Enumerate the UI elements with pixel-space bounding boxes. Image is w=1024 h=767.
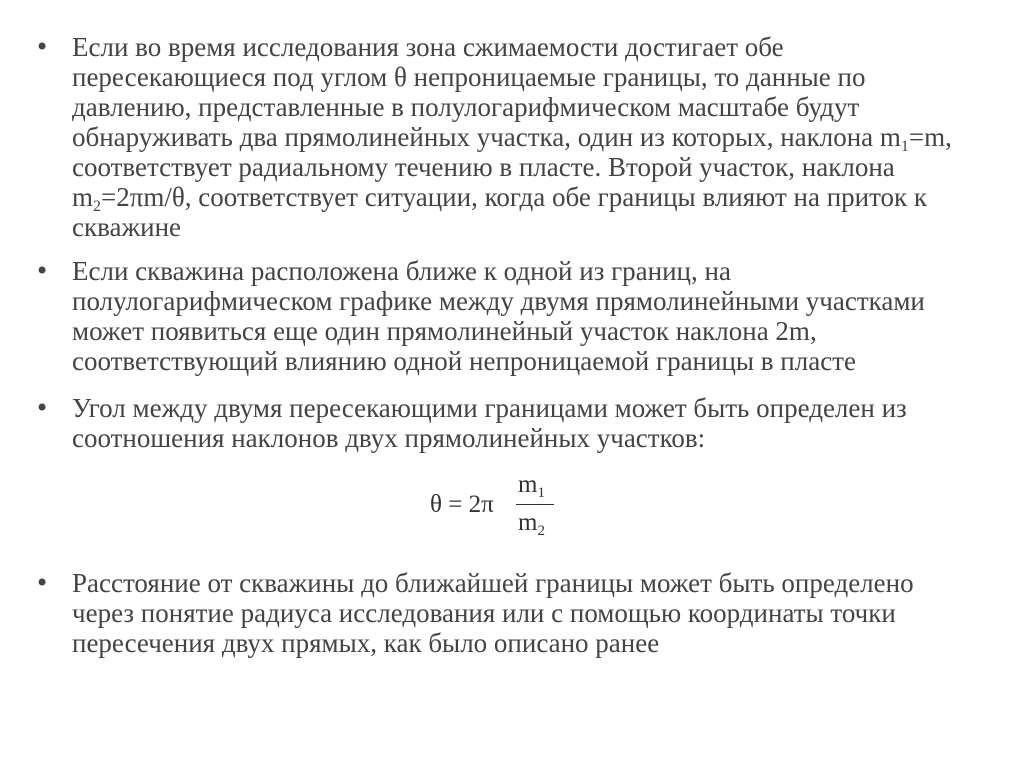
fraction-denominator: $m_2$ <box>518 509 545 539</box>
bullet-item <box>35 256 984 376</box>
slope-m2: $m_2=2\pi m/\theta$, соответствует ситуации, когда обе границы влияют на приток к <box>72 182 928 215</box>
text-line: Расстояние от скважины до ближайшей границы может быть определено <box>72 568 914 598</box>
text-line <box>72 122 984 155</box>
text-line: соотношения наклонов двух прямолинейных участков: <box>72 423 706 453</box>
text-line: давлению, представленные в полулогарифмическом масштабе будут <box>72 92 860 122</box>
slope-m1: $m_1=m$, <box>879 122 952 155</box>
text-line: соответствует радиальному течению в пласте. Второй участок, наклона <box>72 152 895 182</box>
text-line: пересечения двух прямых, как было описано ранее <box>72 628 660 658</box>
text-line: соответствующий влиянию одной непроницаемой границы в пласте <box>72 346 856 376</box>
bullet-marker: • <box>35 33 50 61</box>
bullet-text <box>72 256 984 376</box>
bullet-marker: • <box>35 257 50 285</box>
formula-lhs: θ = 2π <box>430 491 494 518</box>
text-line: полулогарифмическом графике между двумя прямолинейными участками <box>72 286 925 316</box>
fraction-bar <box>516 504 554 505</box>
bullet-item <box>35 32 984 242</box>
text-line: скважине <box>72 212 182 242</box>
text-line <box>72 182 984 215</box>
bullet-text <box>72 393 984 453</box>
fraction-numerator: $m_1$ <box>518 471 545 501</box>
bullet-marker: • <box>35 394 50 422</box>
text-line: Если скважина расположена ближе к одной из границ, на <box>72 256 731 286</box>
bullet-item <box>35 393 984 453</box>
text-line: может появиться еще один прямолинейный участок наклона 2m, <box>72 316 817 346</box>
bullet-text <box>72 32 984 242</box>
text-line: Угол между двумя пересекающими границами может быть определен из <box>72 393 907 423</box>
text-line: пересекающиеся под углом θ непроницаемые границы, то данные по <box>72 62 866 92</box>
text-fragment: обнаруживать два прямолинейных участка, один из которых, наклона <box>72 122 880 152</box>
bullet-item <box>35 568 984 658</box>
text-line: Если во время исследования зона сжимаемости достигает обе <box>72 32 784 62</box>
bullet-marker: • <box>35 569 50 597</box>
bullet-text <box>72 568 984 658</box>
text-line: через понятие радиуса исследования или с помощью координаты точки <box>72 598 896 628</box>
